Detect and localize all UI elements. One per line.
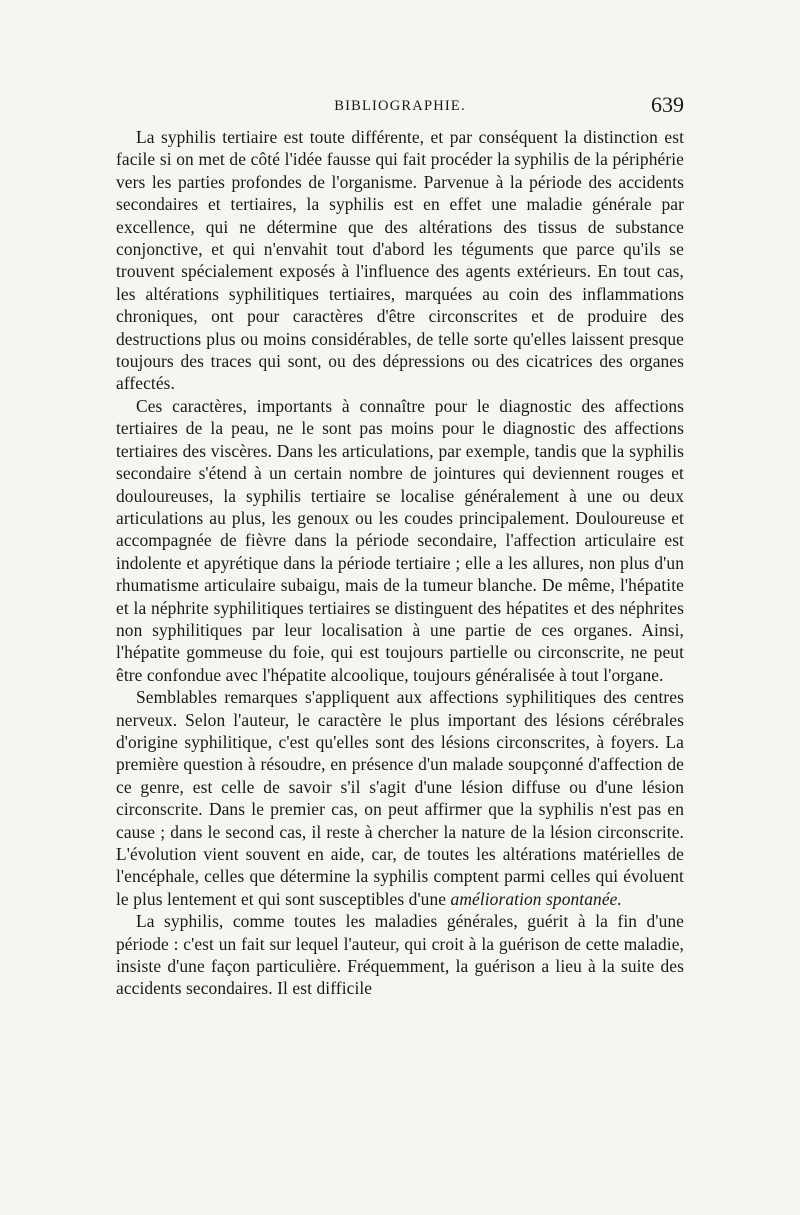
book-page: [116, 92, 684, 1000]
running-head: [116, 92, 684, 126]
paragraph-4: La syphilis, comme toutes les maladies générales, guérit à la fin d'une période : c'est un fait sur lequel l'auteur, qui croit à la guérison de cette maladie, insiste d'une façon particulière. Fréquemment, la guérison a lieu à la suite des accidents secondaires. Il est difficile: [116, 911, 684, 999]
running-title: BIBLIOGRAPHIE.: [334, 98, 466, 114]
paragraph-1: La syphilis tertiaire est toute différente, et par conséquent la distinction est facile si on met de côté l'idée fausse qui fait procéder la syphilis de la périphérie vers les parties profondes de l'organisme. Parvenue à la période des accidents secondaires et tertiaires, la syphilis est en effet une maladie générale par excellence, qui ne détermine que des altérations des tissus de substance conjonctive, et qui n'envahit tout d'abord les téguments que parce qu'ils se trouvent spécialement exposés à l'influence des agents extérieurs. En tout cas, les altérations syphilitiques tertiaires, marquées au coin des inflammations chroniques, ont pour caractères d'être circonscrites et de produire des destructions plus ou moins considérables, de telle sorte qu'elles laissent presque toujours des traces qui sont, ou des dépressions ou des cicatrices des organes affectés.: [116, 127, 684, 394]
page-number: 639: [651, 92, 684, 117]
paragraph-3-text: Semblables remarques s'appliquent aux affections syphilitiques des centres nerveux. Selon l'auteur, le caractère le plus important des lésions cérébrales d'origine syphilitique, c'est qu'elles sont des lésions circonscrites, à foyers. La première question à résoudre, en présence d'un malade soupçonné d'affection de ce genre, est celle de savoir s'il s'agit d'une lésion diffuse ou d'une lésion circonscrite. Dans le premier cas, on peut affirmer que la syphilis n'est pas en cause ; dans le second cas, il reste à chercher la nature de la lésion circonscrite. L'évolution vient souvent en aide, car, de toutes les altérations matérielles de l'encéphale, celles que détermine la syphilis comptent parmi celles qui évoluent le plus lentement et qui sont susceptibles d'une: [116, 687, 684, 909]
paragraph-2: Ces caractères, importants à connaître pour le diagnostic des affections tertiaires de la peau, ne le sont pas moins pour le diagnostic des affections tertiaires des viscères. Dans les articulations, par exemple, tandis que la syphilis secondaire s'étend à un certain nombre de jointures qui deviennent rouges et douloureuses, la syphilis tertiaire se localise généralement à une ou deux articulations au plus, les genoux ou les coudes principalement. Douloureuse et accompagnée de fièvre dans la période secondaire, l'affection articulaire est indolente et apyrétique dans la période tertiaire ; elle a les allures, non plus d'un rhumatisme articulaire subaigu, mais de la tumeur blanche. De même, l'hépatite et la néphrite syphilitiques tertiaires se distinguent des hépatites et des néphrites non syphilitiques par leur localisation à une partie de ces organes. Ainsi, l'hépatite gommeuse du foie, qui est toujours partielle ou circonscrite, ne peut être confondue avec l'hépatite alcoolique, toujours généralisée à tout l'organe.: [116, 395, 684, 685]
paragraph-3: [116, 686, 684, 910]
emphasized-phrase: amélioration spontanée.: [450, 888, 622, 909]
